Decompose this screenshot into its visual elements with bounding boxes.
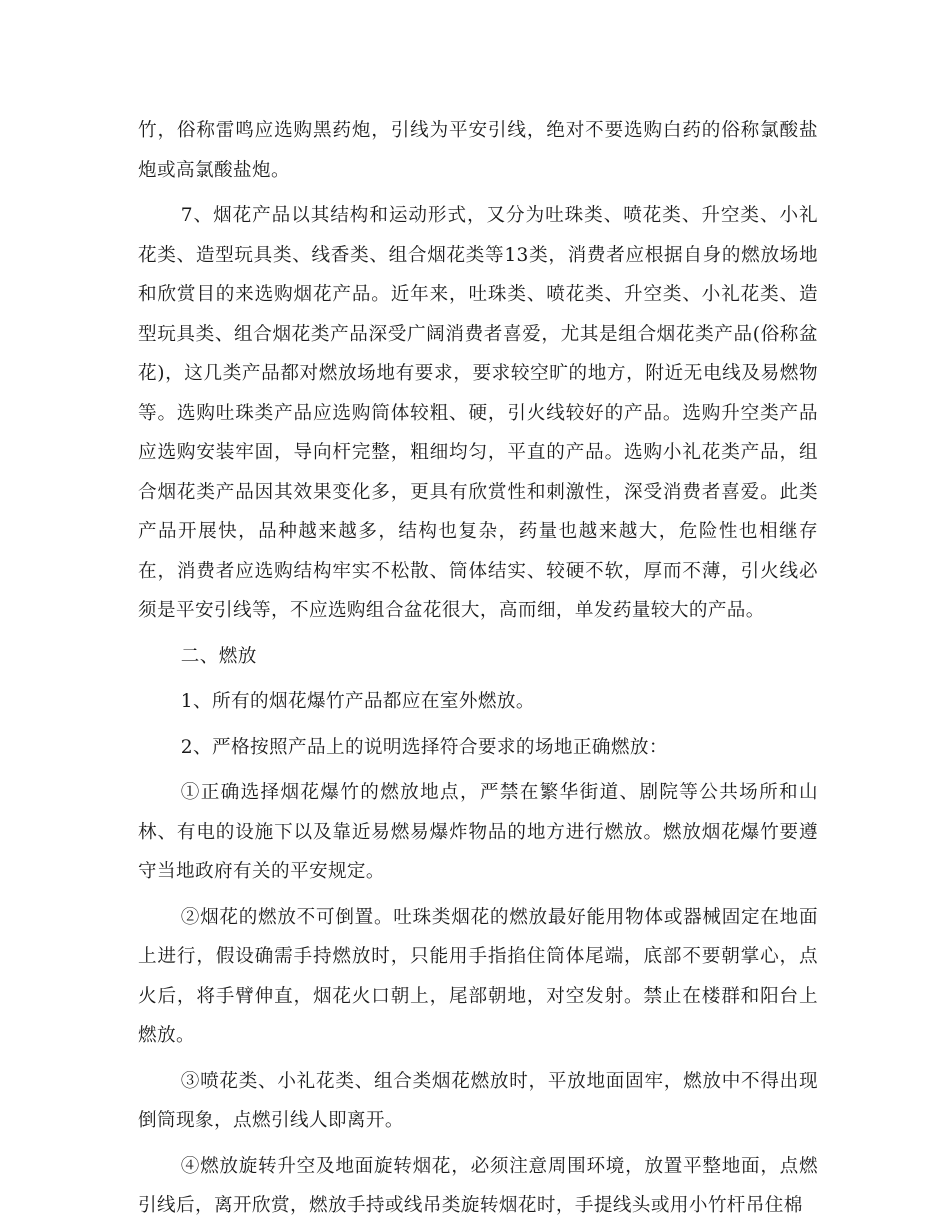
section-heading-burning: 二、燃放 (180, 645, 257, 667)
paragraph-7: ③喷花类、小礼花类、组合类烟花燃放时，平放地面固牢，燃放中不得出现倒筒现象，点燃引线人即离开。 (138, 1070, 818, 1131)
paragraph-5: ①正确选择烟花爆竹的燃放地点，严禁在繁华街道、剧院等公共场所和山林、有电的设施下以及靠近易燃易爆炸物品的地方进行燃放。燃放烟花爆竹要遵守当地政府有关的平安规定。 (138, 782, 818, 882)
paragraph-6: ②烟花的燃放不可倒置。吐珠类烟花的燃放最好能用物体或器械固定在地面上进行，假设确需手持燃放时，只能用手指掐住筒体尾端，底部不要朝掌心，点火后，将手臂伸直，烟花火口朝上，尾部朝地，对空发射。禁止在楼群和阳台上燃放。 (138, 906, 818, 1046)
paragraph-3: 1、所有的烟花爆竹产品都应在室外燃放。 (180, 691, 535, 712)
paragraph-4: 2、严格按照产品上的说明选择符合要求的场地正确燃放： (180, 736, 668, 758)
paragraph-2: 7、烟花产品以其结构和运动形式，又分为吐珠类、喷花类、升空类、小礼花类、造型玩具类、线香类、组合烟花类等13类，消费者应根据自身的燃放场地和欣赏目的来选购烟花产品。近年来，吐珠类、喷花类、升空类、小礼花类、造型玩具类、组合烟花类产品深受广阔消费者喜爱，尤其是组合烟花类产品(俗称盆花)，这几类产品都对燃放场地有要求，要求较空旷的地方，附近无电线及易燃物等。选购吐珠类产品应选购筒体较粗、硬，引火线较好的产品。选购升空类产品应选购安装牢固，导向杆完整，粗细均匀，平直的产品。选购小礼花类产品，组合烟花类产品因其效果变化多，更具有欣赏性和刺激性，深受消费者喜爱。此类产品开展快，品种越来越多，结构也复杂，药量也越来越大，危险性也相继存在，消费者应选购结构牢实不松散、筒体结实、较硬不软，厚而不薄，引火线必须是平安引线等，不应选购组合盆花很大，高而细，单发药量较大的产品。 (138, 205, 818, 621)
paragraph-1: 竹，俗称雷鸣应选购黑药炮，引线为平安引线，绝对不要选购白药的俗称氯酸盐炮或高氯酸盐炮。 (138, 120, 818, 181)
document-body (138, 111, 818, 1232)
paragraph-8: ④燃放旋转升空及地面旋转烟花，必须注意周围环境，放置平整地面，点燃引线后，离开欣赏，燃放手持或线吊类旋转烟花时，手提线头或用小竹杆吊住棉 (138, 1155, 818, 1216)
